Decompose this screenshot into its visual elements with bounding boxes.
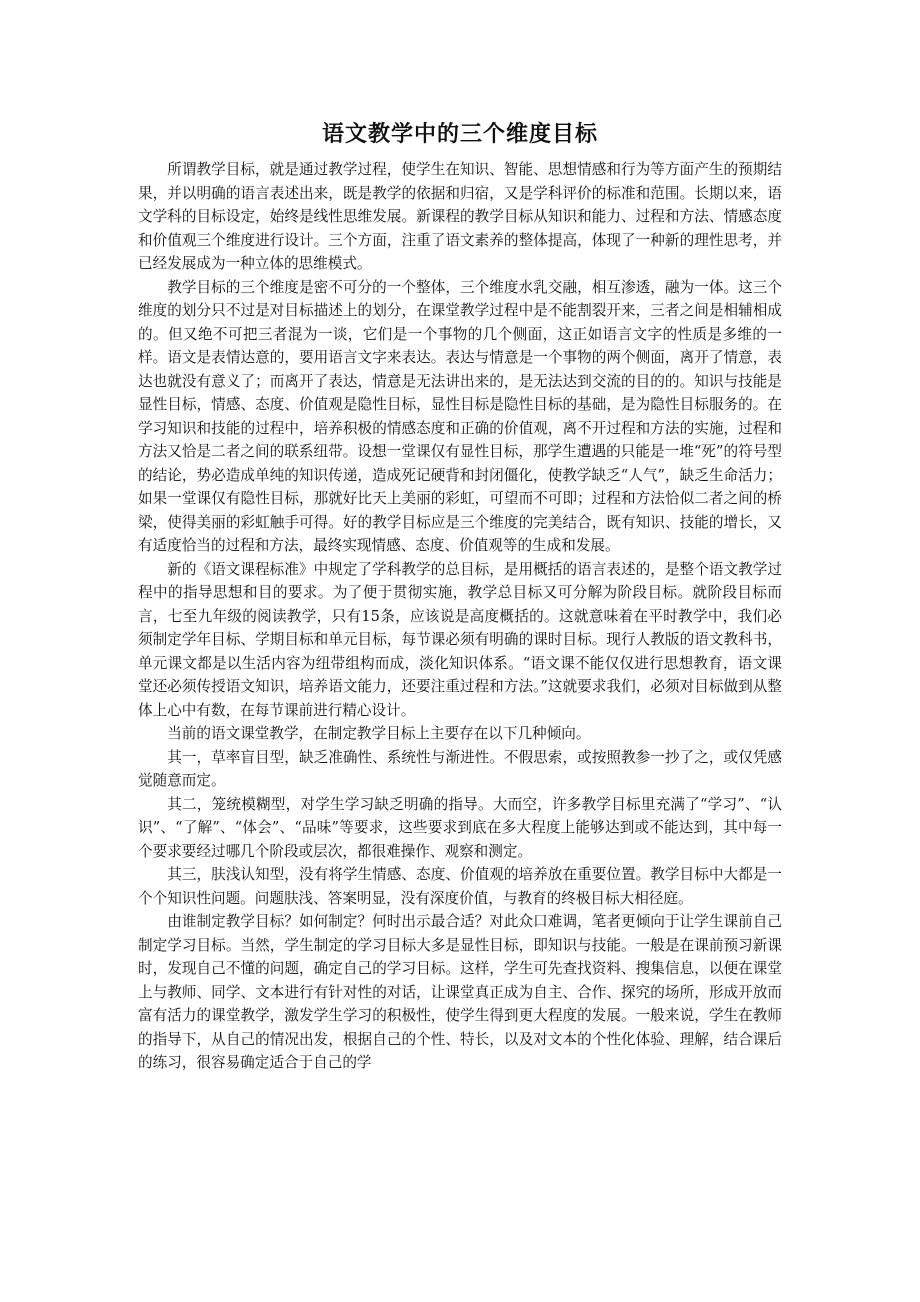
paragraph-tendency-two: 其二，笼统模糊型，对学生学习缺乏明确的指导。大而空，许多教学目标里充满了“学习”、“认识”、“了解”、“体会”、“品味”等要求，这些要求到底在多大程度上能够达到或不能达到，其中每一个要求要经过哪几个阶段或层次，都很难操作、观察和测定。 <box>138 795 782 860</box>
paragraph-tendency-one: 其一，草率盲目型，缺乏准确性、系统性与渐进性。不假思索，或按照教参一抄了之，或仅凭感觉随意而定。 <box>138 748 782 789</box>
document-page <box>138 118 782 1075</box>
document-title: 语文教学中的三个维度目标 <box>321 122 598 147</box>
paragraph-tendency-three: 其三，肤浅认知型，没有将学生情感、态度、价值观的培养放在重要位置。教学目标中大都是一个个知识性问题。问题肤浅、答案明显，没有深度价值，与教育的终极目标大相径庭。 <box>138 866 782 907</box>
paragraph-current-tendencies: 当前的语文课堂教学，在制定教学目标上主要存在以下几种倾向。 <box>167 725 591 742</box>
paragraph-definition: 所谓教学目标，就是通过教学过程，使学生在知识、智能、思想情感和行为等方面产生的预期结果，并以明确的语言表述出来，既是教学的依据和归宿，又是学科评价的标准和范围。长期以来，语文学科的目标设定，始终是线性思维发展。新课程的教学目标从知识和能力、过程和方法、情感态度和价值观三个维度进行设计。三个方面，注重了语文素养的整体提高，体现了一种新的理性思考，并已经发展成为一种立体的思维模式。 <box>138 161 782 272</box>
paragraph-curriculum-standard: 新的《语文课程标准》中规定了学科教学的总目标，是用概括的语言表述的，是整个语文教学过程中的指导思想和目的要求。为了便于贯彻实施，教学总目标又可分解为阶段目标。就阶段目标而言，七至九年级的阅读教学，只有15条，应该说是高度概括的。这就意味着在平时教学中，我们必须制定学年目标、学期目标和单元目标，每节课必须有明确的课时目标。现行人教版的语文教科书，单元课文都是以生活内容为纽带组构而成，淡化知识体系。“语文课不能仅仅进行思想教育，语文课堂还必须传授语文知识，培养语文能力，还要注重过程和方法。”这就要求我们，必须对目标做到从整体上心中有数，在每节课前进行精心设计。 <box>138 560 782 719</box>
paragraph-who-sets-goals: 由谁制定教学目标？如何制定？何时出示最合适？对此众口难调，笔者更倾向于让学生课前自己制定学习目标。当然，学生制定的学习目标大多是显性目标，即知识与技能。一般是在课前预习新课时，发现自己不懂的问题，确定自己的学习目标。这样，学生可先查找资料、搜集信息，以便在课堂上与教师、同学、文本进行有针对性的对话，让课堂真正成为自主、合作、探究的场所，形成开放而富有活力的课堂教学，激发学生学习的积极性，使学生得到更大程度的发展。一般来说，学生在教师的指导下，从自己的情况出发，根据自己的个性、特长，以及对文本的个性化体验、理解，结合课后的练习，很容易确定适合于自己的学 <box>138 913 782 1071</box>
paragraph-three-dimensions: 教学目标的三个维度是密不可分的一个整体，三个维度水乳交融，相互渗透，融为一体。这三个维度的划分只不过是对目标描述上的划分，在课堂教学过程中是不能割裂开来，三者之间是相辅相成的。但又绝不可把三者混为一谈，它们是一个事物的几个侧面，这正如语言文字的性质是多维的一样。语文是表情达意的，要用语言文字来表达。表达与情意是一个事物的两个侧面，离开了情意，表达也就没有意义了；而离开了表达，情意是无法讲出来的，是无法达到交流的目的的。知识与技能是显性目标，情感、态度、价值观是隐性目标，显性目标是隐性目标的基础，是为隐性目标服务的。在学习知识和技能的过程中，培养积极的情感态度和正确的价值观，离不开过程和方法的实施，过程和方法又恰是二者之间的联系纽带。设想一堂课仅有显性目标，那学生遭遇的只能是一堆“死”的符号型的结论，势必造成单纯的知识传递，造成死记硬背和封闭僵化，使教学缺乏“人气”，缺乏生命活力；如果一堂课仅有隐性目标，那就好比天上美丽的彩虹，可望而不可即；过程和方法恰似二者之间的桥梁，使得美丽的彩虹触手可得。好的教学目标应是三个维度的完美结合，既有知识、技能的增长，又有适度恰当的过程和方法，最终实现情感、态度、价值观等的生成和发展。 <box>138 278 782 554</box>
